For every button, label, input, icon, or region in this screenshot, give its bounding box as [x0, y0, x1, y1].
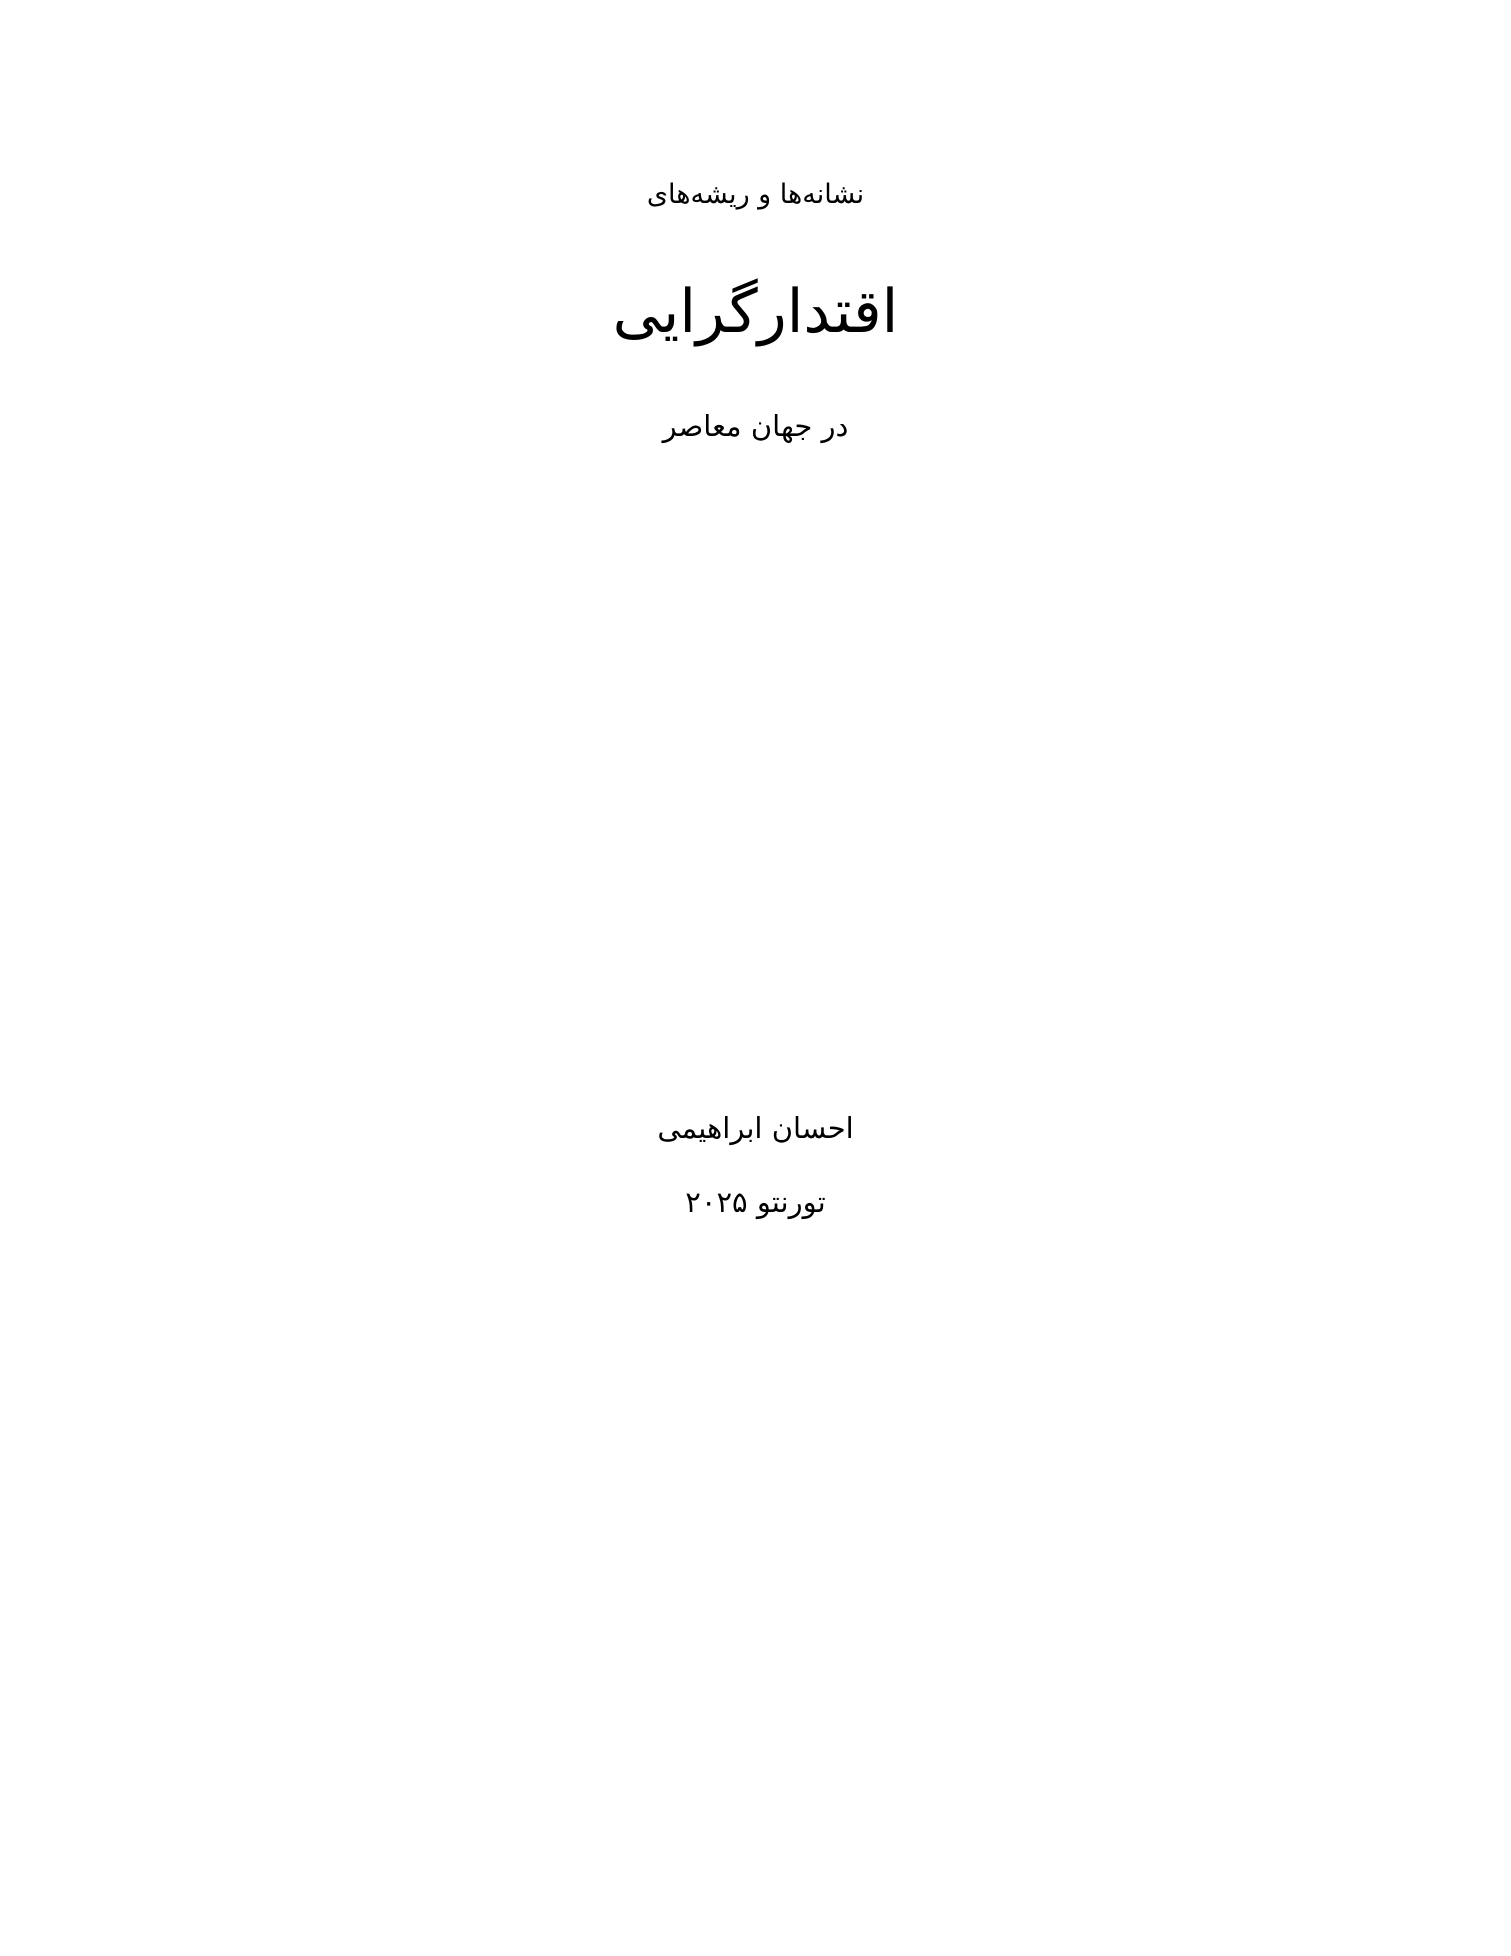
place-and-year: تورنتو ۲۰۲۵: [685, 1185, 826, 1220]
supertitle: نشانه‌ها و ریشه‌های: [646, 179, 865, 210]
subtitle: در جهان معاصر: [662, 408, 849, 443]
title-block: [0, 175, 1511, 448]
author-block: [0, 1105, 1511, 1226]
author-name: احسان ابراهیمی: [657, 1111, 854, 1145]
main-title: اقتدارگرایی: [612, 276, 899, 347]
